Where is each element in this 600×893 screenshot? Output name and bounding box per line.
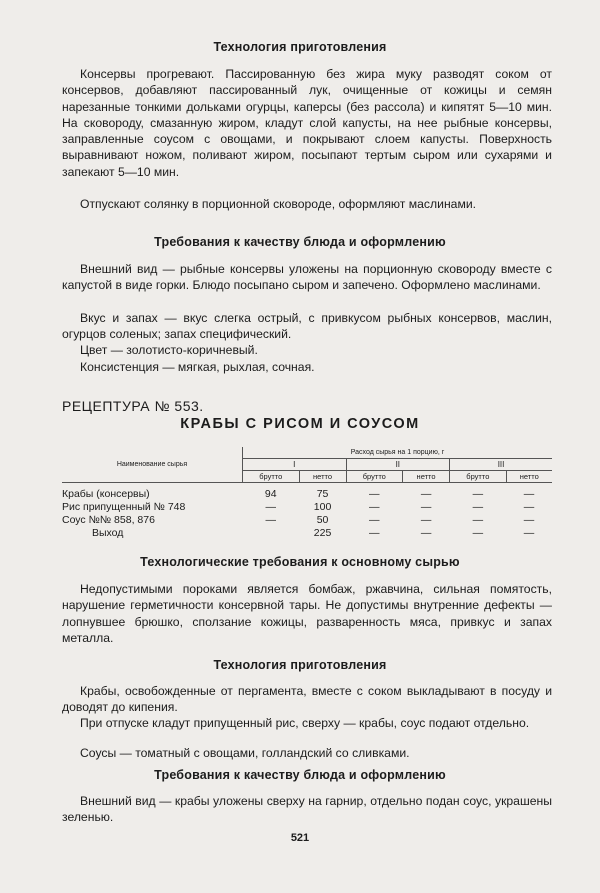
table-row — [62, 500, 552, 513]
table-subheader-gross: брутто — [243, 471, 300, 483]
cell-gross-3: — — [472, 526, 484, 539]
cell-gross-1: — — [265, 500, 277, 513]
paragraph-consistency: Консистенция — мягкая, рыхлая, сочная. — [80, 360, 315, 374]
row-name: Соус №№ 858, 876 — [62, 513, 155, 526]
section-heading-quality: Требования к качеству блюда и оформлению — [154, 235, 446, 249]
table-header-name: Наименование сырья — [62, 447, 243, 483]
paragraph-color: Цвет — золотисто-коричневый. — [80, 343, 258, 357]
table-subheader-net: нетто — [506, 471, 552, 483]
table-subheader-net: нетто — [403, 471, 450, 483]
cell-net-3: — — [523, 500, 535, 513]
paragraph-taste: Вкус и запах — вкус слегка острый, с привкусом рыбных консервов, маслин, огурцов соленых; запах специфический. — [62, 311, 552, 342]
cell-net-2: — — [420, 513, 432, 526]
paragraph-defects: Недопустимыми пороками является бомбаж, ржавчина, сильная помятость, нарушение герметичности консервной тары. Не допустимы внутренние дефекты — лопнувшее брюшко, сползание кожицы, разваренность мяса, привкус и запах металла. — [62, 582, 552, 645]
cell-gross-3: — — [472, 487, 484, 500]
cell-net-3: — — [523, 513, 535, 526]
cell-gross-3: — — [472, 500, 484, 513]
paragraph-appearance-2: Внешний вид — крабы уложены сверху на гарнир, отдельно подан соус, украшены зеленью. — [62, 794, 552, 825]
cell-net-1: 75 — [316, 487, 329, 500]
paragraph-sauces: Соусы — томатный с овощами, голландский со сливками. — [80, 746, 410, 760]
section-heading-raw-materials: Технологические требования к основному сырью — [140, 555, 460, 569]
table-row-yield — [62, 526, 552, 539]
paragraph-appearance: Внешний вид — рыбные консервы уложены на порционную сковороду вместе с капустой в виде горки. Блюдо посыпано сыром и запечено. Оформлено маслинами. — [62, 262, 552, 293]
row-name: Крабы (консервы) — [62, 487, 150, 500]
cell-gross-2: — — [369, 500, 380, 513]
cell-gross-1 — [243, 526, 300, 539]
dish-title: КРАБЫ С РИСОМ И СОУСОМ — [180, 416, 420, 432]
cell-gross-2: — — [369, 487, 380, 500]
table-subheader-gross: брутто — [450, 471, 507, 483]
cell-net-2: — — [420, 487, 432, 500]
paragraph-serving: Отпускают солянку в порционной сковороде, оформляют маслинами. — [80, 197, 477, 211]
cell-gross-1: — — [265, 513, 277, 526]
paragraph-serving-2: При отпуске кладут припущенный рис, сверху — крабы, соус подают отдельно. — [80, 716, 530, 730]
cell-net-3: — — [523, 487, 535, 500]
cell-net-1: 50 — [316, 513, 329, 526]
recipe-table — [62, 447, 552, 539]
cell-gross-1: 94 — [264, 487, 277, 500]
table-row — [62, 513, 552, 526]
cell-net-2: — — [420, 500, 432, 513]
cell-net-3: — — [523, 526, 535, 539]
cell-gross-2: — — [369, 526, 380, 539]
cell-net-1: 100 — [313, 500, 332, 513]
table-header-col-1: I — [243, 459, 347, 471]
table-row — [62, 483, 552, 501]
cell-gross-3: — — [472, 513, 484, 526]
recipe-number: РЕЦЕПТУРА № 553. — [62, 398, 204, 414]
table-subheader-net: нетто — [299, 471, 346, 483]
row-name: Рис припущенный № 748 — [62, 500, 186, 513]
table-header-group: Расход сырья на 1 порцию, г — [243, 447, 553, 459]
section-heading-technology: Технология приготовления — [213, 40, 387, 54]
row-name: Выход — [92, 526, 124, 539]
table-header-col-3: III — [450, 459, 552, 471]
paragraph-technology: Консервы прогревают. Пассированную без жира муку разводят соком от консервов, добавляют пассированный лук, очищенные от кожицы и семян нарезанные тонкими дольками огурцы, каперсы (без рассола) и кипятят 5—10 мин. На сковороду, смазанную жиром, кладут слой капусты, на нее рыбные консервы, заправленные соусом с овощами, и покрывают слоем капусты. Поверхность выравнивают ножом, поливают жиром, посыпают тертым сыром или сухарями и запекают 5—10 мин. — [62, 67, 552, 179]
cell-net-1: 225 — [313, 526, 332, 539]
section-heading-technology-2: Технология приготовления — [213, 658, 387, 672]
paragraph-crab-prep: Крабы, освобожденные от пергамента, вместе с соком выкладывают в посуду и доводят до кипения. — [62, 684, 552, 715]
section-heading-quality-2: Требования к качеству блюда и оформлению — [154, 768, 446, 782]
cell-net-2: — — [420, 526, 432, 539]
table-header-col-2: II — [346, 459, 450, 471]
cell-gross-2: — — [369, 513, 380, 526]
page-number: 521 — [290, 832, 310, 844]
table-subheader-gross: брутто — [346, 471, 403, 483]
